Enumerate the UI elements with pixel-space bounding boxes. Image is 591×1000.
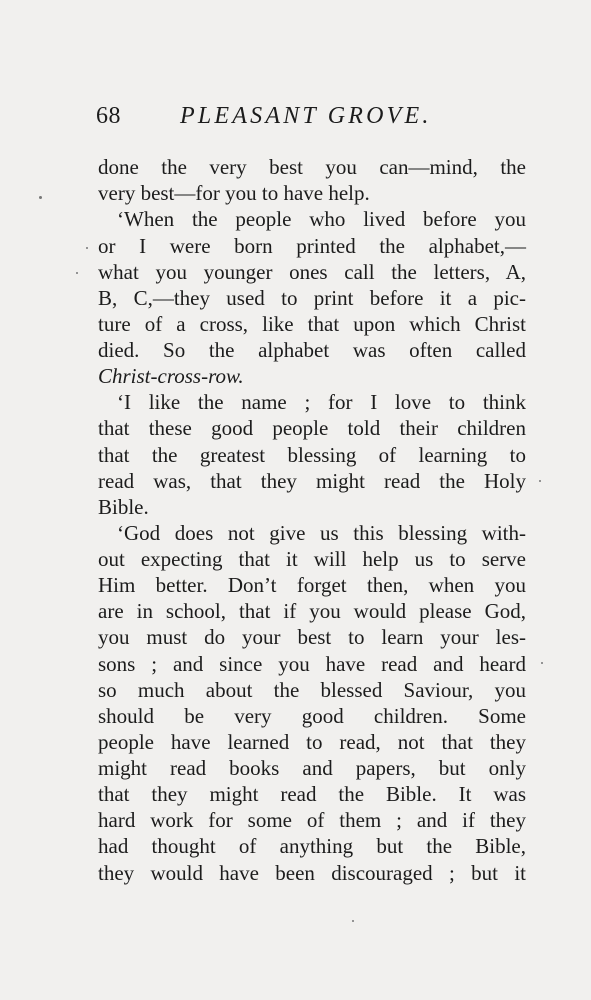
text-line: might read books and papers, but only [98, 756, 526, 780]
text-line: ture of a cross, like that upon which Christ [98, 312, 526, 336]
text-line: you must do your best to learn your les- [98, 625, 526, 649]
text-line: died. So the alphabet was often called [98, 338, 526, 362]
paper-speck [86, 247, 88, 249]
text-line: sons ; and since you have read and heard [98, 652, 526, 676]
text-line: people have learned to read, not that they [98, 730, 526, 754]
page-header [96, 103, 441, 137]
paper-speck [76, 272, 78, 274]
text-line: so much about the blessed Saviour, you [98, 678, 526, 702]
text-line: they would have been discouraged ; but it [98, 861, 526, 885]
paper-speck [541, 662, 543, 664]
text-line: what you younger ones call the letters, A, [98, 260, 526, 284]
text-line: or I were born printed the alphabet,— [98, 234, 526, 258]
text-line: B, C,—they used to print before it a pic- [98, 286, 526, 310]
text-line: should be very good children. Some [98, 704, 526, 728]
text-line: that they might read the Bible. It was [98, 782, 526, 806]
text-line: that these good people told their children [98, 416, 526, 440]
text-line: are in school, that if you would please God, [98, 599, 526, 623]
text-line: out expecting that it will help us to serve [98, 547, 526, 571]
text-line: hard work for some of them ; and if they [98, 808, 526, 832]
paper-speck [39, 196, 42, 199]
text-line: done the very best you can—mind, the [98, 155, 526, 179]
running-title: PLEASANT GROVE. [180, 103, 432, 129]
text-line: that the greatest blessing of learning to [98, 443, 526, 467]
text-line: Him better. Don’t forget then, when you [98, 573, 526, 597]
text-line: Christ-cross-row. [98, 364, 244, 388]
text-line: had thought of anything but the Bible, [98, 834, 526, 858]
page-number: 68 [96, 103, 121, 129]
text-line: ‘God does not give us this blessing with- [117, 521, 526, 545]
text-line: ‘I like the name ; for I love to think [117, 390, 526, 414]
text-line: Bible. [98, 495, 149, 519]
text-line: read was, that they might read the Holy [98, 469, 526, 493]
paper-speck [539, 480, 541, 482]
paper-speck [352, 920, 354, 922]
text-line: ‘When the people who lived before you [117, 207, 526, 231]
text-line: very best—for you to have help. [98, 181, 370, 205]
